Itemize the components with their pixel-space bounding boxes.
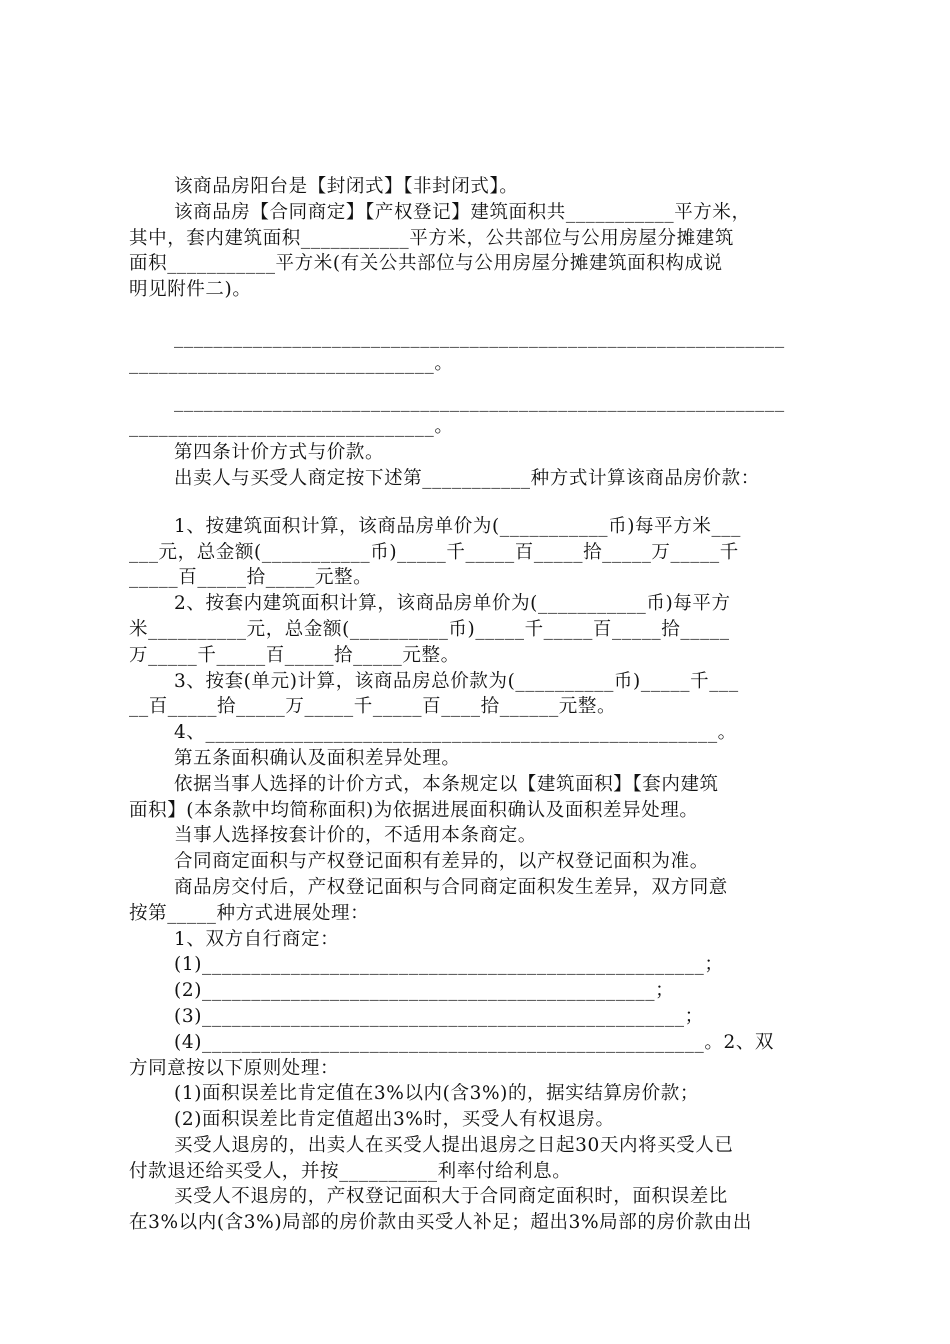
contract-text [129,174,834,1236]
blank-line: _______________________________。 [129,352,454,374]
text-line: 其中，套内建筑面积___________平方米，公共部位与公用房屋分摊建筑 [129,227,734,249]
blank-line: ______________________________________________________________ [174,390,785,412]
text-line: 米__________元，总金额(__________币)_____千_____百_____拾_____ [129,618,730,640]
text-line: _____百_____拾_____元整。 [129,567,373,589]
text-line: 方同意按以下原则处理： [129,1057,340,1079]
text-line: 1、双方自行商定： [174,928,340,950]
text-line: 该商品房阳台是【封闭式】【非封闭式】。 [174,176,519,197]
text-line: (4)___________________________________________________。2、双 [174,1031,775,1053]
text-line: (1)___________________________________________________； [174,954,724,976]
text-line: 买受人不退房的，产权登记面积大于合同商定面积时，面积误差比 [174,1186,728,1208]
text-line: 明见附件二)。 [129,279,252,301]
text-line: 万_____千_____百_____拾_____元整。 [129,644,460,666]
blank-line: _______________________________。 [129,416,454,438]
text-line: 2、按套内建筑面积计算，该商品房单价为(___________币)每平方 [174,593,731,615]
text-line: 4、____________________________________________________。 [174,722,737,744]
text-line: 面积】(本条款中均简称面积)为依据进展面积确认及面积差异处理。 [129,799,699,821]
text-line: 依据当事人选择的计价方式，本条规定以【建筑面积】【套内建筑 [174,773,719,795]
text-line: (2)面积误差比肯定值超出3%时，买受人有权退房。 [174,1109,615,1131]
text-line: (2)______________________________________________； [174,980,675,1002]
text-line: (3)_________________________________________________； [174,1005,704,1027]
section-heading: 第四条计价方式与价款。 [174,442,385,464]
text-line: 商品房交付后，产权登记面积与合同商定面积发生差异，双方同意 [174,876,728,898]
section-heading: 第五条面积确认及面积差异处理。 [174,747,461,769]
text-line: 该商品房【合同商定】【产权登记】建筑面积共___________平方米， [174,201,751,223]
text-line: (1)面积误差比肯定值在3%以内(含3%)的，据实结算房价款； [174,1083,699,1105]
text-line: 面积___________平方米(有关公共部位与公用房屋分摊建筑面积构成说 [129,253,723,275]
text-line: 在3%以内(含3%)局部的房价款由买受人补足；超出3%局部的房价款由出 [129,1212,752,1234]
text-line: __百_____拾_____万_____千_____百____拾______元整。 [129,696,617,718]
text-line: ___元，总金额(___________币)_____千_____百_____拾_____万_____千 [129,541,739,563]
text-line: 按第_____种方式进展处理： [129,902,370,924]
text-line: 当事人选择按套计价的，不适用本条商定。 [174,825,537,847]
text-line: 出卖人与买受人商定按下述第___________种方式计算该商品房价款： [174,467,760,489]
text-line: 3、按套(单元)计算，该商品房总价款为(__________币)_____千___ [174,670,739,692]
text-line: 合同商定面积与产权登记面积有差异的，以产权登记面积为准。 [174,851,709,873]
blank-line: ______________________________________________________________ [174,326,785,348]
text-line: 1、按建筑面积计算，该商品房单价为(___________币)每平方米___ [174,515,742,537]
text-line: 买受人退房的，出卖人在买受人提出退房之日起30天内将买受人已 [174,1134,734,1156]
text-line: 付款退还给买受人，并按__________利率付给利息。 [129,1160,572,1182]
